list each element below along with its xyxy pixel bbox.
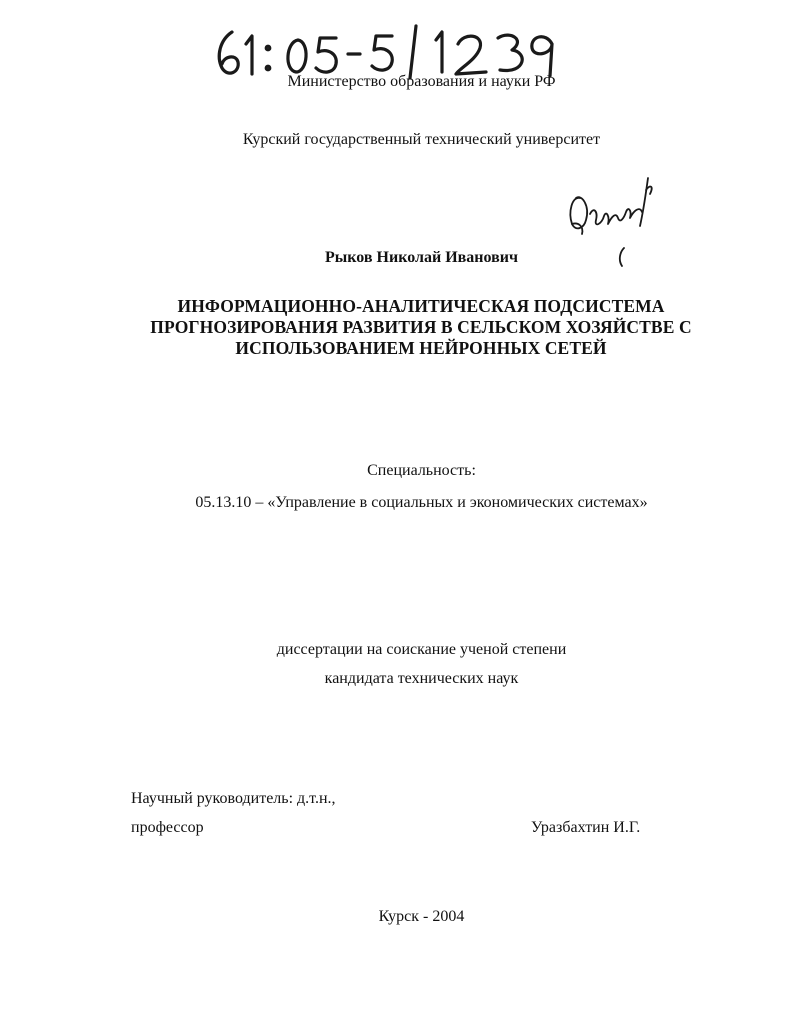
thesis-title-line-3: ИСПОЛЬЗОВАНИЕМ НЕЙРОННЫХ СЕТЕЙ — [235, 338, 607, 358]
thesis-title-line-1: ИНФОРМАЦИОННО-АНАЛИТИЧЕСКАЯ ПОДСИСТЕМА — [177, 296, 665, 316]
supervisor-name: Уразбахтин И.Г. — [531, 819, 641, 836]
specialty-value: 05.13.10 – «Управление в социальных и экономических системах» — [195, 494, 648, 511]
author-name: Рыков Николай Иванович — [325, 249, 518, 266]
ministry-line: Министерство образования и науки РФ — [287, 73, 556, 90]
specialty-label: Специальность: — [367, 462, 476, 479]
degree-line-1: диссертации на соискание ученой степени — [276, 641, 567, 658]
supervisor-title: профессор — [131, 819, 204, 836]
city-year: Курск - 2004 — [378, 908, 465, 925]
degree-line-2: кандидата технических наук — [324, 670, 519, 687]
supervisor-label: Научный руководитель: д.т.н., — [131, 790, 336, 807]
university-line: Курский государственный технический университет — [242, 131, 601, 148]
thesis-title-line-2: ПРОГНОЗИРОВАНИЯ РАЗВИТИЯ В СЕЛЬСКОМ ХОЗЯЙСТВЕ С — [150, 317, 692, 337]
